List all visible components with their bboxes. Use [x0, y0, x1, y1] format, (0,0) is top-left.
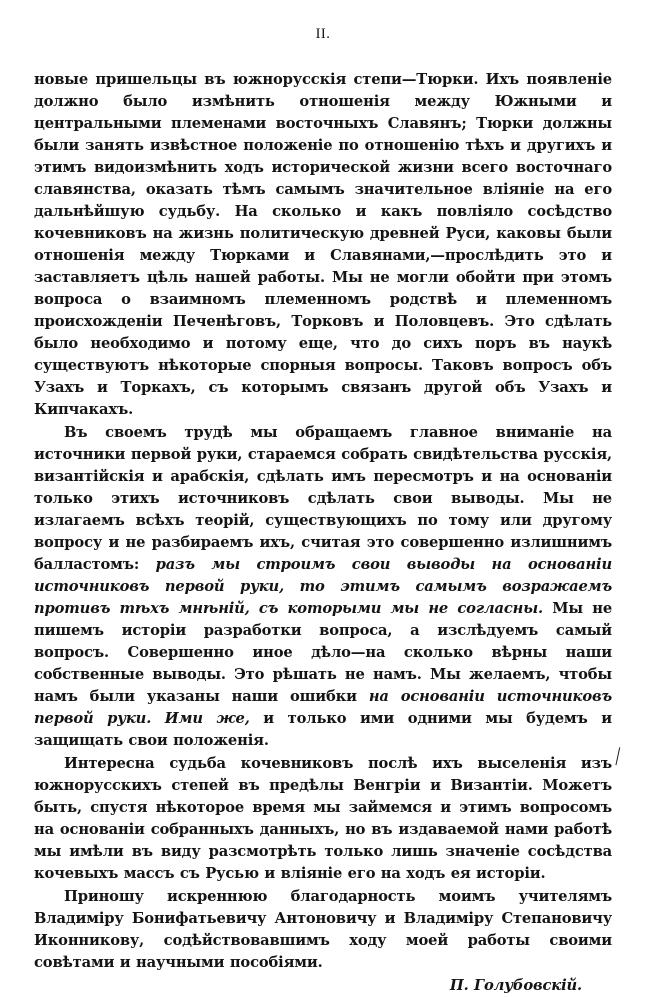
page-number-header: II. [315, 26, 331, 42]
page-body [34, 69, 612, 997]
paragraph-4 [34, 886, 612, 974]
signature-spacer [34, 975, 39, 997]
paragraph-2-run-2-italic: разъ мы строимъ свои выводы на основаніи источниковъ первой руки, то этимъ самымъ возражаемъ противъ тѣхъ мнѣній, съ которыми мы не согласны. [34, 556, 612, 617]
author-signature: П. Голубовскій. [449, 977, 582, 994]
paragraph-2-run-1: Въ своемъ трудѣ мы обращаемъ главное вниманіе на источники первой руки, стараемся собрать свидѣтельства русскія, византійскія и арабскія, сдѣлать имъ пересмотръ и на основаніи только этихъ источниковъ сдѣлать свои выводы. Мы не излагаемъ всѣхъ теорій, существующихъ по тому или другому вопросу и не разбираемъ ихъ, считая это совершенно излишнимъ балластомъ: [34, 424, 612, 573]
paragraph-2-run-5: и только ими одними мы будемъ и защищать свои положенія. [34, 710, 612, 749]
paragraph-4-run-1: Приношу искреннюю благодарность моимъ учителямъ Владиміру Бонифатьевичу Антоновичу и Владиміру Степановичу Иконникову, содѣйствовавшимъ ходу моей работы своими совѣтами и научными пособіями. [34, 888, 612, 971]
paragraph-2-run-4-italic: на основаніи источниковъ первой руки. Ими же, [34, 688, 612, 727]
signature-line [34, 975, 612, 997]
paragraph-3 [34, 753, 612, 885]
paragraph-2 [34, 422, 612, 752]
paragraph-3-run-1: Интересна судьба кочевниковъ послѣ ихъ выселенія изъ южнорусскихъ степей въ предѣлы Венгріи и Византіи. Можетъ быть, спустя нѣкоторое время мы займемся и этимъ вопросомъ на основаніи собранныхъ данныхъ, но въ издаваемой нами работѣ мы имѣли въ виду разсмотрѣть только лишь значеніе сосѣдства кочевыхъ массъ съ Русью и вліяніе его на ходъ ея исторіи. [34, 755, 612, 882]
margin-pen-mark: | [613, 743, 623, 767]
paragraph-1 [34, 69, 612, 421]
paragraph-2-run-3: Мы не пишемъ исторіи разработки вопроса, а изслѣдуемъ самый вопросъ. Совершенно иное дѣло—на сколько вѣрны наши собственные выводы. Это рѣшать не намъ. Мы желаемъ, чтобы намъ были указаны наши ошибки [34, 600, 613, 705]
paragraph-1-run-1: новые пришельцы въ южнорусскія степи—Тюрки. Ихъ появленіе должно было измѣнить отношенія между Южными и центральными племенами восточныхъ Славянъ; Тюрки должны были занять извѣстное положеніе по отношенію тѣхъ и другихъ и этимъ видоизмѣнить ходъ исторической жизни всего восточнаго славянства, оказать тѣмъ самымъ значительное вліяніе на его дальнѣйшую судьбу. На сколько и какъ повліяло сосѣдство кочевниковъ на жизнь политическую древней Руси, каковы были отношенія между Тюрками и Славянами,—прослѣдить это и заставляетъ цѣль нашей работы. Мы не могли обойти при этомъ вопроса о взаимномъ племенномъ родствѣ и племенномъ происхожденіи Печенѣговъ, Торковъ и Половцевъ. Это сдѣлать было необходимо и потому еще, что до сихъ поръ въ наукѣ существуютъ нѣкоторые спорныя вопросы. Таковъ вопросъ объ Узахъ и Торкахъ, съ которымъ связанъ другой объ Узахъ и Кипчакахъ. [34, 71, 612, 418]
